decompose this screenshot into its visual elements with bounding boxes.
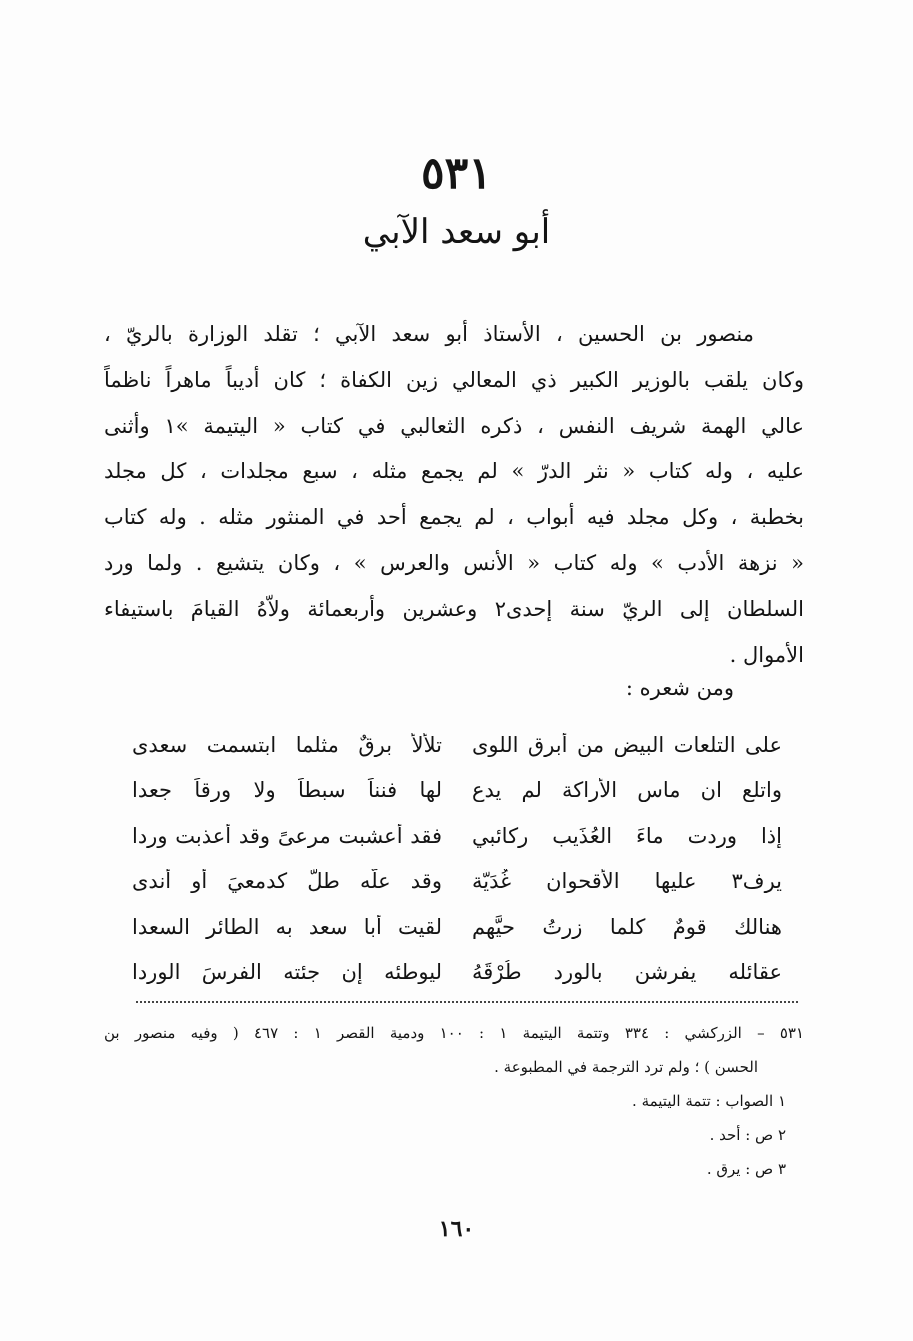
biography-line: عالي الهمة شريف النفس ، ذكره الثعالبي في كتاب « اليتيمة »١ وأثنى (104, 413, 804, 438)
biography-line: الأموال . (729, 642, 804, 667)
poem-verse (132, 859, 782, 905)
biography-line: وكان يلقب بالوزير الكبير ذي المعالي زين الكفاة ؛ كان أديباً ماهراً ناظماً (104, 367, 804, 392)
poem-verse (132, 722, 782, 768)
biography-line: منصور بن الحسين ، الأستاذ أبو سعد الآبي ؛ تقلد الوزارة بالريّ ، (104, 322, 754, 346)
entry-title: أبو سعد الآبي (362, 212, 551, 252)
footnote-sources: ٥٣١ – الزركشي : ٣٣٤ وتتمة اليتيمة ١ : ١٠٠ ودمية القصر ١ : ٤٦٧ ( وفيه منصور بن (104, 1024, 804, 1042)
poetry-intro: ومن شعره : (625, 676, 734, 700)
poem-verse (132, 768, 782, 814)
poem-verse (132, 813, 782, 859)
verse-first-hemistich: إذا وردت ماءَ العُذَيب ركائبي (472, 823, 782, 848)
verse-second-hemistich: وقد علّه طلّ كدمعيَ أو أندى (132, 869, 442, 894)
biography-paragraph (104, 312, 804, 678)
poem-verse (132, 950, 782, 996)
entry-number: ٥٣١ (421, 148, 492, 199)
verse-first-hemistich: على التلعات البيض من أبرق اللوى (472, 732, 782, 757)
footnote-item: ٢ ص : أحد . (709, 1126, 786, 1144)
verse-second-hemistich: فقد أعشبت مرعىً وقد أعذبت وردا (132, 823, 442, 848)
poem (132, 722, 782, 995)
biography-line: بخطبة ، وكل مجلد فيه أبواب ، لم يجمع أحد في المنثور مثله . وله كتاب (104, 505, 804, 530)
footnote-item: ١ الصواب : تتمة اليتيمة . (632, 1092, 786, 1110)
verse-second-hemistich: تلألأ برقٌ مثلما ابتسمت سعدى (132, 732, 442, 757)
footnote-sources-continued: الحسن ) ؛ ولم ترد الترجمة في المطبوعة . (494, 1058, 758, 1076)
verse-second-hemistich: لقيت أبا سعد به الطائر السعدا (132, 914, 442, 939)
poem-verse (132, 904, 782, 950)
page-number: ١٦٠ (438, 1216, 475, 1242)
verse-second-hemistich: ليوطئه إن جئته الفرسَ الوردا (132, 960, 442, 985)
biography-line: « نزهة الأدب » وله كتاب « الأنس والعرس » ، وكان يتشيع . ولما ورد (104, 550, 804, 575)
biography-line: السلطان إلى الريّ سنة إحدى٢ وعشرين وأربعمائة ولاّهُ القيامَ باستيفاء (104, 596, 804, 621)
verse-second-hemistich: لها فنناً سبطاً ولا ورقاً جعدا (132, 778, 442, 803)
verse-first-hemistich: عقائله يفرشن بالورد طُرْقَهُ (472, 960, 782, 985)
biography-line: عليه ، وله كتاب « نثر الدرّ » لم يجمع مثله ، سبع مجلدات ، كل مجلد (104, 459, 804, 484)
footnotes (104, 1016, 804, 1186)
verse-first-hemistich: هنالك قومٌ كلما زرتُ حيَّهم (472, 914, 782, 939)
footnote-item: ٣ ص : يرق . (706, 1160, 786, 1178)
footnote-divider (136, 1001, 798, 1003)
verse-first-hemistich: يرف٣ عليها الأقحوان غُدَيّة (472, 869, 782, 894)
verse-first-hemistich: واتلع ان ماس الأراكة لم يدع (472, 778, 782, 803)
